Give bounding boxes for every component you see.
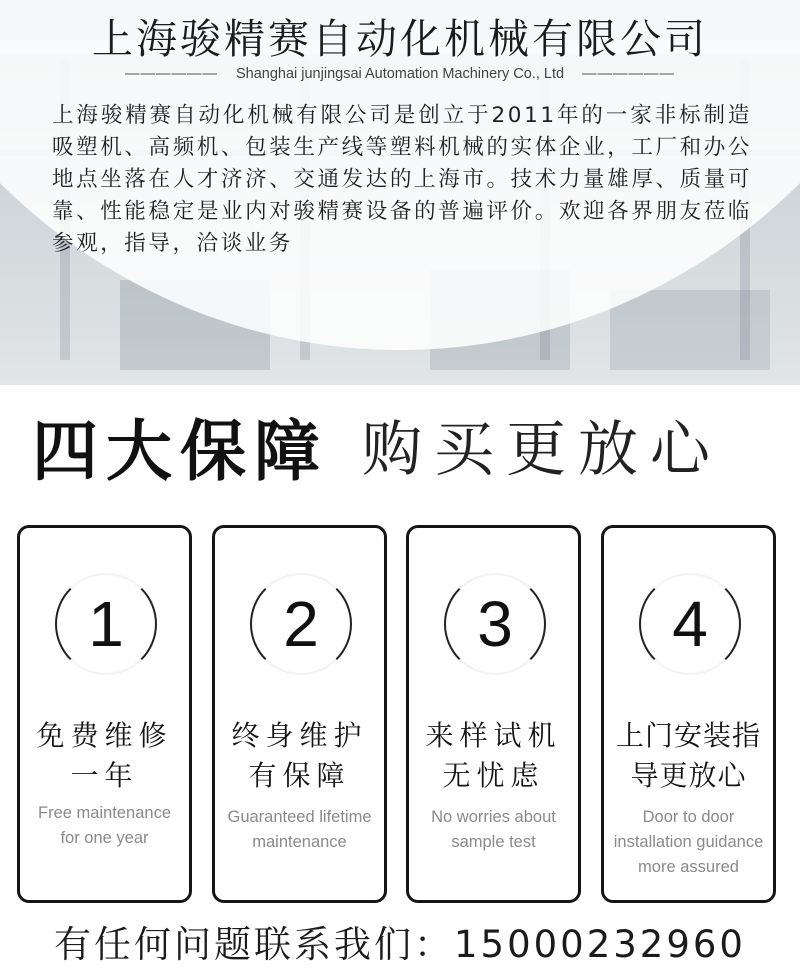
guarantee-card [17, 525, 192, 903]
card-description [20, 801, 189, 851]
contact-line: 有任何问题联系我们：15000232960 [54, 923, 746, 966]
company-name: 上海骏精赛自动化机械有限公司 [92, 15, 708, 63]
card-desc-line: installation guidance [613, 833, 764, 851]
company-english-name-row [0, 66, 800, 82]
guarantee-card [601, 525, 776, 903]
card-desc-line: Door to door [642, 808, 735, 826]
card-title-line: 有保障 [248, 759, 351, 792]
company-intro [52, 100, 752, 260]
card-title-line: 无忧虑 [442, 759, 545, 792]
card-desc-line: sample test [451, 833, 536, 851]
card-desc-line: Guaranteed lifetime [227, 808, 372, 826]
card-title-line: 来样试机 [425, 719, 562, 752]
card-description [215, 805, 384, 855]
hero-banner [0, 0, 800, 385]
card-title [604, 716, 773, 796]
card-desc-line: maintenance [252, 833, 347, 851]
card-description [409, 805, 578, 855]
number-circle: 2 [250, 573, 352, 675]
card-title-line: 终身维护 [231, 719, 368, 752]
guarantee-card [406, 525, 581, 903]
card-description [604, 805, 773, 880]
intro-line: 。技术力量雄厚、质量可靠、性能稳定是业内对骏精赛设 [52, 167, 752, 224]
intro-line: 标制造吸塑机、高频机、包装生产线等塑料机械的实体企 [52, 103, 752, 160]
number-circle: 1 [55, 573, 157, 675]
section-heading [32, 400, 792, 490]
intro-line: 上海骏精赛自动化机械有限公司是创立于2011年的一家非 [52, 103, 680, 128]
card-title-line: 一年 [70, 759, 139, 792]
intro-line: 备的普遍评价。欢迎各界朋友莅临参观，指导，洽谈业务 [52, 199, 752, 256]
card-title-line: 导更放心 [630, 759, 747, 792]
intro-line: 业，工厂和办公地点坐落在人才济济、交通发达的上海市 [52, 135, 752, 192]
divider-dashes-right: —————— [582, 66, 676, 82]
card-desc-line: for one year [60, 829, 149, 847]
card-desc-line: Free maintenance [38, 804, 171, 822]
number-circle: 3 [444, 573, 546, 675]
number-circle: 4 [639, 573, 741, 675]
guarantee-card [212, 525, 387, 903]
company-english-name: Shanghai junjingsai Automation Machinery Co., Ltd [235, 66, 565, 82]
card-title [409, 716, 578, 796]
card-title-line: 免费维修 [36, 719, 173, 752]
card-desc-line: No worries about [431, 808, 556, 826]
divider-dashes-left: —————— [124, 66, 218, 82]
heading-light: 购买更放心 [362, 415, 722, 485]
card-desc-line: more assured [638, 858, 739, 876]
factory-machine [610, 290, 770, 370]
card-title [20, 716, 189, 796]
card-title [215, 716, 384, 796]
card-title-line: 上门安装指 [615, 719, 761, 752]
heading-bold: 四大保障 [32, 412, 328, 490]
